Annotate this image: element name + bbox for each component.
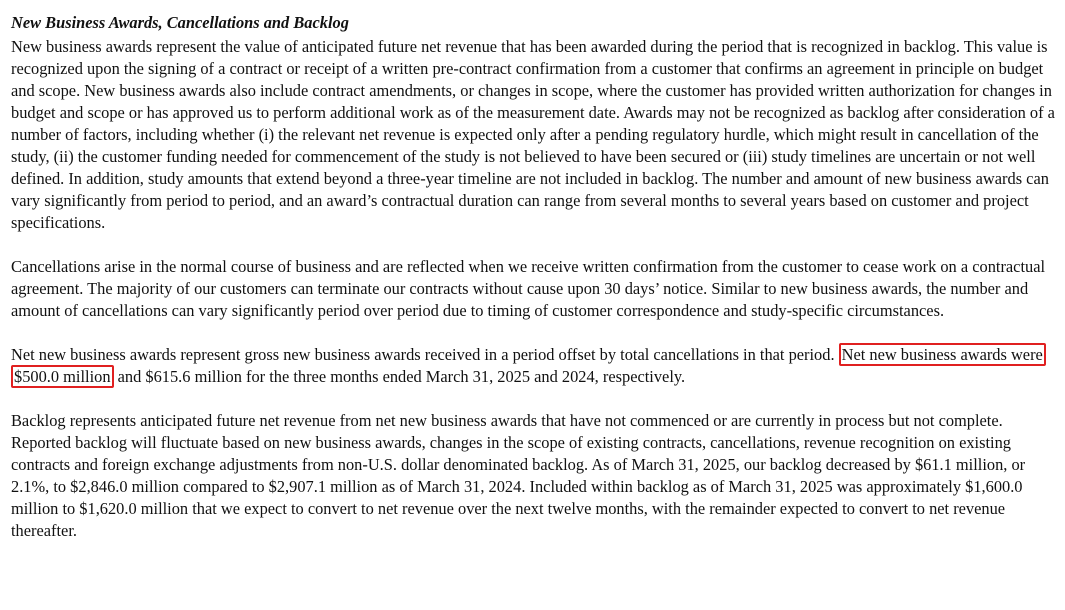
paragraph-cancellations: Cancellations arise in the normal course of business and are reflected when we receive written confirmation from the customer to cease work on a contractual agreement. The majority of our customers can terminate our contracts without cause upon 30 days’ notice. Similar to new business awards, the number and amount of cancellations can vary significantly period over period due to timing of customer correspondence and study-specific circumstances.: [11, 257, 1046, 320]
document-body: [11, 12, 1057, 542]
highlighted-net-new-business-awards: Net new business awards were $500.0 million: [11, 343, 1046, 388]
paragraph-spacer: [11, 234, 1057, 256]
net-awards-text-before: Net new business awards represent gross new business awards received in a period offset by total cancellations in that period.: [11, 345, 839, 364]
section-title: New Business Awards, Cancellations and Backlog: [11, 13, 349, 32]
paragraph-net-new-business-awards: [11, 344, 1057, 388]
paragraph-spacer: [11, 322, 1057, 344]
paragraph-backlog: Backlog represents anticipated future net revenue from net new business awards that have not commenced or are currently in process but not complete. Reported backlog will fluctuate based on new business awards, changes in the scope of existing contracts, cancellations, revenue recognition on existing contracts and foreign exchange adjustments from non-U.S. dollar denominated backlog. As of March 31, 2025, our backlog decreased by $61.1 million, or 2.1%, to $2,846.0 million compared to $2,907.1 million as of March 31, 2024. Included within backlog as of March 31, 2025 was approximately $1,600.0 million to $1,620.0 million that we expect to convert to net revenue over the next twelve months, with the remainder expected to convert to net revenue thereafter.: [11, 411, 1026, 540]
paragraph-spacer: [11, 388, 1057, 410]
paragraph-new-business-awards: New business awards represent the value of anticipated future net revenue that has been awarded during the period that is recognized in backlog. This value is recognized upon the signing of a contract or receipt of a written pre-contract confirmation from a customer that confirms an agreement in principle on budget and scope. New business awards also include contract amendments, or changes in scope, where the customer has provided written authorization for changes in budget and scope or has approved us to perform additional work as of the measurement date. Awards may not be recognized as backlog after consideration of a number of factors, including whether (i) the relevant net revenue is expected only after a pending regulatory hurdle, which might result in cancellation of the study, (ii) the customer funding needed for commencement of the study is not believed to have been secured or (iii) study timelines are uncertain or not well defined. In addition, study amounts that extend beyond a three-year timeline are not included in backlog. The number and amount of new business awards can vary significantly from period to period, and an award’s contractual duration can range from several months to several years based on customer and project specifications.: [11, 37, 1055, 232]
net-awards-text-after: and $615.6 million for the three months ended March 31, 2025 and 2024, respectively.: [113, 367, 686, 386]
